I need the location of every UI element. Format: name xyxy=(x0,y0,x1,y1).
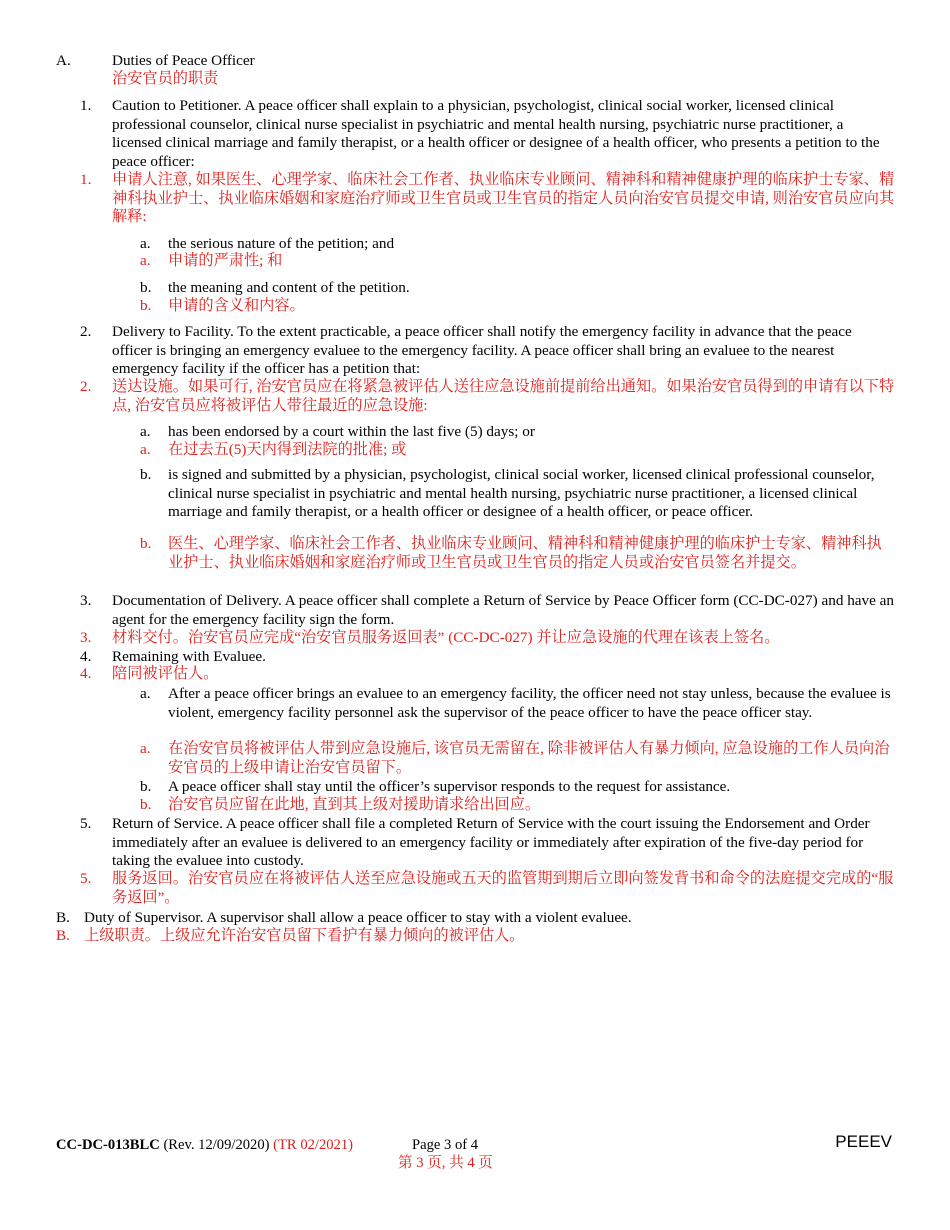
subitem-letter: b. xyxy=(140,297,152,314)
subitem-letter: a. xyxy=(140,685,151,702)
footer-revision: (Rev. 12/09/2020) xyxy=(163,1137,270,1153)
subitem-text: After a peace officer brings an evaluee to an emergency facility, the officer need not stay unless, because the evaluee is violent, emergency facility personnel ask the supervisor of the peace officer to have the peace officer stay. xyxy=(168,685,891,721)
section-a-title-cn: 治安官员的职责 xyxy=(112,70,219,87)
section-b-label: B. xyxy=(56,927,70,944)
item-text: 申请人注意, 如果医生、心理学家、临床社会工作者、执业临床专业顾问、精神科和精神健康护理的临床护士专家、精神科执业护士、执业临床婚姻和家庭治疗师或卫生官员或卫生官员的指定人员向治安官员提交申请, 则治安官员应向其解释: xyxy=(112,171,895,226)
item-number: 3. xyxy=(80,592,92,609)
subitem-text: 申请的含义和内容。 xyxy=(168,297,305,314)
footer-page-number: Page 3 of 4 xyxy=(412,1137,479,1153)
item-2b-cn xyxy=(140,535,895,591)
item-4a-cn xyxy=(140,740,895,778)
item-text: 服务返回。治安官员应在将被评估人送至应急设施或五天的监管期到期后立即向签发背书和命令的法庭提交完成的“服务返回”。 xyxy=(112,870,894,906)
subitem-letter: b. xyxy=(140,778,152,795)
subitem-letter: a. xyxy=(140,740,151,757)
footer-form-info xyxy=(56,1136,353,1155)
section-b-label: B. xyxy=(56,909,70,926)
subitem-text: 在过去五(5)天内得到法院的批准; 或 xyxy=(168,441,407,458)
item-2b-en xyxy=(140,466,895,542)
subitem-text: is signed and submitted by a physician, psychologist, clinical social worker, licensed clinical professional counselor, clinical nurse specialist in psychiatric and mental health nursing, psychiatric nurse practitioner, a licensed clinical marriage and family therapist, or a health officer or designee of a health officer, or peace officer. xyxy=(168,466,875,521)
footer-page-number-cn: 第 3 页, 共 4 页 xyxy=(398,1155,493,1171)
subitem-text: the meaning and content of the petition. xyxy=(168,279,410,296)
subitem-text: A peace officer shall stay until the officer’s supervisor responds to the request for assistance. xyxy=(168,778,731,795)
subitem-text: 治安官员应留在此地, 直到其上级对援助请求给出回应。 xyxy=(168,796,541,813)
item-number: 5. xyxy=(80,815,92,832)
footer-form-code: PEEEV xyxy=(835,1132,892,1151)
item-1-en xyxy=(80,97,895,173)
subitem-letter: a. xyxy=(140,423,151,440)
section-b-text: 上级职责。上级应允许治安官员留下看护有暴力倾向的被评估人。 xyxy=(84,927,525,944)
subitem-text: 在治安官员将被评估人带到应急设施后, 该官员无需留在, 除非被评估人有暴力倾向, 应急设施的工作人员向治安官员的上级申请让治安官员留下。 xyxy=(168,740,890,776)
footer-translation: (TR 02/2021) xyxy=(273,1137,354,1153)
item-5-en xyxy=(80,815,895,871)
subitem-letter: b. xyxy=(140,279,152,296)
item-1-cn xyxy=(80,171,895,227)
subitem-letter: a. xyxy=(140,252,151,269)
item-number: 4. xyxy=(80,665,92,682)
item-2-cn xyxy=(80,378,895,416)
item-number: 1. xyxy=(80,171,92,188)
item-text: Return of Service. A peace officer shall file a completed Return of Service with the court issuing the Endorsement and Order immediately after an evaluee is delivered to an emergency facility or immediately after expiration of the five-day period for taking the evaluee into custody. xyxy=(112,815,870,870)
subitem-text: the serious nature of the petition; and xyxy=(168,235,395,252)
footer-form-id: CC-DC-013BLC xyxy=(56,1137,160,1153)
item-2-en xyxy=(80,323,895,379)
subitem-letter: b. xyxy=(140,535,152,552)
item-text: 陪同被评估人。 xyxy=(112,665,219,682)
item-number: 3. xyxy=(80,629,92,646)
item-5-cn xyxy=(80,870,895,908)
item-text: 材料交付。治安官员应完成“治安官员服务返回表” (CC-DC-027) 并让应急设施的代理在该表上签名。 xyxy=(112,629,780,646)
item-number: 4. xyxy=(80,648,92,665)
item-text: Delivery to Facility. To the extent practicable, a peace officer shall notify the emergency facility in advance that the peace officer is bringing an emergency evaluee to the emergency facility. A peace officer shall bring an evaluee to the nearest emergency facility if the officer has a petition that: xyxy=(112,323,852,378)
subitem-text: has been endorsed by a court within the last five (5) days; or xyxy=(168,423,535,440)
item-number: 1. xyxy=(80,97,92,114)
item-number: 2. xyxy=(80,378,92,395)
subitem-text: 申请的严肃性; 和 xyxy=(168,252,283,269)
subitem-letter: b. xyxy=(140,796,152,813)
item-text: Remaining with Evaluee. xyxy=(112,648,266,665)
subitem-text: 医生、心理学家、临床社会工作者、执业临床专业顾问、精神科和精神健康护理的临床护士专家、精神科执业护士、执业临床婚姻和家庭治疗师或卫生官员或卫生官员的指定人员或治安官员签名并提交。 xyxy=(168,535,882,571)
item-text: Documentation of Delivery. A peace officer shall complete a Return of Service by Peace Officer form (CC-DC-027) and have an agent for the emergency facility sign the form. xyxy=(112,592,895,628)
subitem-letter: a. xyxy=(140,235,151,252)
section-a-label: A. xyxy=(56,52,71,69)
item-number: 2. xyxy=(80,323,92,340)
item-3-en xyxy=(80,592,895,630)
item-text: 送达设施。如果可行, 治安官员应在将紧急被评估人送往应急设施前提前给出通知。如果治安官员得到的申请有以下特点, 治安官员应将被评估人带往最近的应急设施: xyxy=(112,378,895,414)
subitem-letter: a. xyxy=(140,441,151,458)
item-number: 5. xyxy=(80,870,92,887)
section-a-title-en: Duties of Peace Officer xyxy=(112,52,255,69)
subitem-letter: b. xyxy=(140,466,152,483)
item-text: Caution to Petitioner. A peace officer shall explain to a physician, psychologist, clinical social worker, licensed clinical professional counselor, clinical nurse specialist in psychiatric and mental health nursing, psychiatric nurse practitioner, a licensed clinical marriage and family therapist, or a health officer or designee of a health officer, who presents a petition to the peace officer: xyxy=(112,97,880,170)
item-4a-en xyxy=(140,685,895,741)
section-b-text: Duty of Supervisor. A supervisor shall allow a peace officer to stay with a violent evaluee. xyxy=(84,909,632,926)
